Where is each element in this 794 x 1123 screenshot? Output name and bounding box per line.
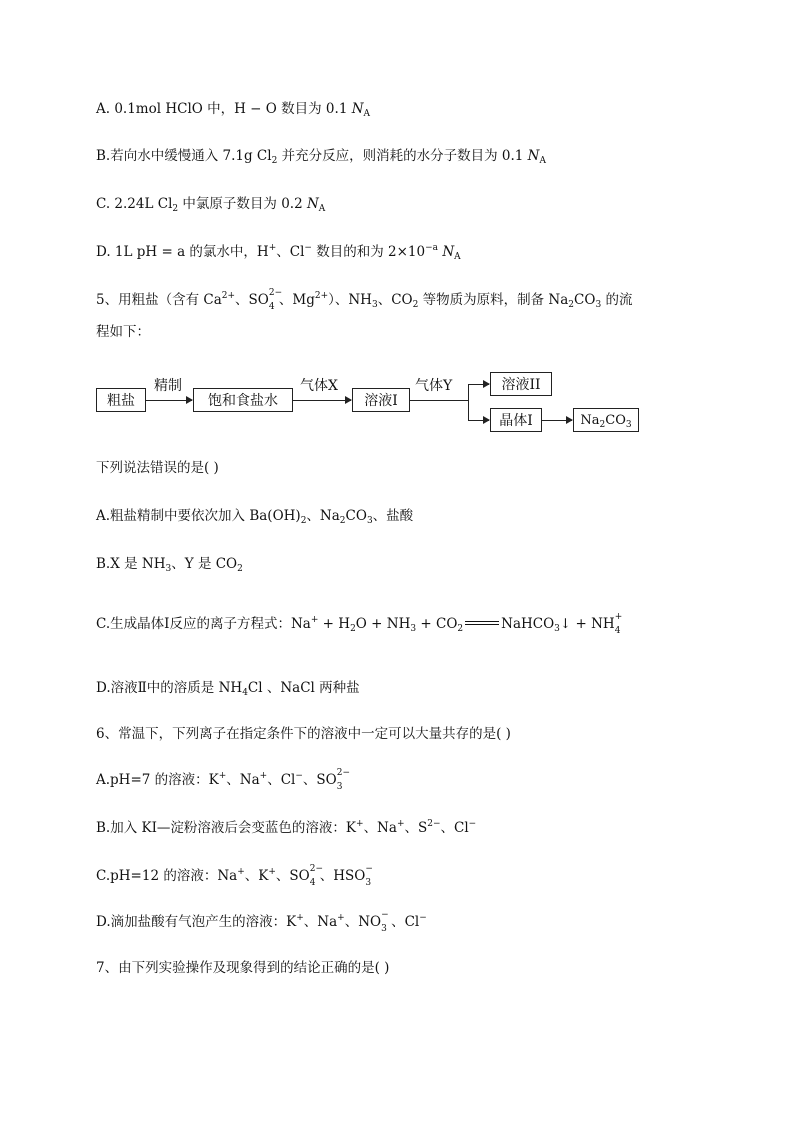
q5-option-b bbox=[96, 554, 243, 574]
q4-option-c bbox=[96, 194, 325, 214]
subscript: 2 bbox=[599, 420, 606, 430]
subscript: 2 bbox=[339, 516, 346, 526]
charge: + bbox=[237, 867, 245, 877]
q6-option-a-text: 、Cl bbox=[267, 772, 296, 788]
flow-label-refine: 精制 bbox=[154, 378, 182, 394]
charge-subscript bbox=[365, 864, 375, 888]
subscript: 4 bbox=[614, 626, 621, 636]
q6-option-c bbox=[96, 866, 375, 886]
avogadro-symbol: N bbox=[527, 148, 540, 164]
subscript: 2 bbox=[568, 300, 575, 310]
charge: 2+ bbox=[221, 291, 236, 301]
q4-option-b-text-2: 并充分反应，则消耗的水分子数目为 0.1 bbox=[277, 148, 528, 164]
formula-text: CO bbox=[605, 413, 626, 428]
flow-box-solution-1: 溶液I bbox=[352, 388, 410, 412]
avogadro-symbol: N bbox=[351, 101, 364, 117]
subscript: 3 bbox=[371, 300, 378, 310]
q4-option-d-text: D. 1L pH = a 的氯水中，H bbox=[96, 244, 269, 260]
q4-option-c-text: C. 2.24L Cl bbox=[96, 196, 173, 212]
flow-box-brine: 饱和食盐水 bbox=[193, 388, 293, 412]
charge-subscript bbox=[381, 910, 391, 934]
q5-stem-text: 等物质为原料，制备 Na bbox=[418, 292, 569, 308]
q4-option-d-text-3: 数目的和为 2×10 bbox=[311, 244, 426, 260]
flow-box-sodium-carbonate bbox=[573, 408, 639, 432]
flow-box-crude-salt: 粗盐 bbox=[96, 388, 146, 412]
avogadro-sub: A bbox=[454, 252, 461, 262]
charge: + bbox=[310, 615, 319, 625]
charge: + bbox=[356, 819, 364, 829]
q5-option-c-text: C.生成晶体Ⅰ反应的离子方程式：Na bbox=[96, 616, 311, 632]
charge: + bbox=[268, 867, 276, 877]
q6-option-d bbox=[96, 912, 427, 932]
q6-option-b bbox=[96, 818, 476, 838]
q5-stem-line1 bbox=[96, 290, 632, 310]
subscript: 4 bbox=[309, 878, 316, 888]
subscript: 2 bbox=[271, 156, 278, 166]
charge: − bbox=[295, 771, 303, 781]
flow-label-gas-x: 气体X bbox=[300, 378, 338, 394]
q5-option-a-text: 、Na bbox=[306, 508, 340, 524]
equation-text: + CO bbox=[416, 616, 458, 632]
flow-branch-line bbox=[468, 384, 469, 420]
equation-text: + H bbox=[318, 616, 351, 632]
charge: 2+ bbox=[314, 291, 329, 301]
flow-line-3 bbox=[410, 400, 468, 401]
q5-option-d-text: Cl 、NaCl 两种盐 bbox=[247, 680, 360, 696]
flow-box-crystal-1: 晶体I bbox=[490, 408, 542, 432]
charge: − bbox=[381, 910, 389, 920]
q5-option-a-text: CO bbox=[345, 508, 367, 524]
charge-subscript bbox=[268, 288, 283, 312]
subscript: 3 bbox=[365, 878, 372, 888]
charge: 2− bbox=[268, 288, 283, 298]
charge: 2− bbox=[427, 819, 441, 829]
q5-stem-line2: 程如下： bbox=[96, 324, 150, 340]
charge: + bbox=[614, 612, 623, 622]
charge: + bbox=[337, 913, 345, 923]
q6-option-d-text: D.滴加盐酸有气泡产生的溶液：K bbox=[96, 914, 297, 930]
charge: − bbox=[468, 819, 477, 829]
subscript: 3 bbox=[410, 624, 417, 634]
q6-option-d-text: 、Cl bbox=[391, 914, 420, 930]
q6-option-a-text: 、Na bbox=[226, 772, 260, 788]
charge: − bbox=[419, 913, 427, 923]
flow-box-solution-2: 溶液II bbox=[490, 372, 552, 396]
charge: − bbox=[365, 864, 373, 874]
charge: + bbox=[259, 771, 268, 781]
q5-option-c bbox=[96, 614, 625, 634]
q4-option-b-text: B.若向水中缓慢通入 7.1g Cl bbox=[96, 148, 272, 164]
q5-option-b-text: B.X 是 NH bbox=[96, 556, 166, 572]
subscript: 3 bbox=[381, 924, 387, 934]
q5-stem-text: 的流 bbox=[601, 292, 633, 308]
q6-option-b-text: 、Na bbox=[363, 820, 397, 836]
avogadro-symbol: N bbox=[442, 244, 455, 260]
q4-option-b bbox=[96, 146, 546, 166]
subscript: 2 bbox=[237, 564, 243, 574]
equals-sign bbox=[465, 619, 499, 627]
avogadro-sub: A bbox=[539, 156, 546, 166]
charge: + bbox=[268, 243, 277, 253]
charge: + bbox=[218, 771, 227, 781]
charge-subscript bbox=[309, 864, 323, 888]
q4-option-a bbox=[96, 99, 370, 119]
flow-arrow-final bbox=[542, 420, 572, 421]
q6-option-a-text: 、SO bbox=[302, 772, 337, 788]
q5-question: 下列说法错误的是( ) bbox=[96, 460, 219, 476]
equation-text: ↓ + NH bbox=[559, 616, 615, 632]
q6-option-d-text: 、Na bbox=[303, 914, 338, 930]
q6-option-a-text: A.pH=7 的溶液：K bbox=[96, 772, 219, 788]
subscript: 3 bbox=[595, 300, 602, 310]
charge: − bbox=[304, 243, 312, 253]
subscript: 3 bbox=[165, 564, 172, 574]
q4-option-d-text-2: 、Cl bbox=[276, 244, 305, 260]
q5-option-a-text: A.粗盐精制中要依次加入 Ba(OH) bbox=[96, 508, 301, 524]
subscript: 4 bbox=[242, 688, 248, 698]
equation-text: O + NH bbox=[355, 616, 411, 632]
q4-option-a-text: A. 0.1mol HClO 中，H − O 数目为 0.1 bbox=[96, 101, 352, 117]
q6-option-a bbox=[96, 768, 351, 792]
avogadro-symbol: N bbox=[306, 196, 319, 212]
q6-stem: 6、常温下，下列离子在指定条件下的溶液中一定可以大量共存的是( ) bbox=[96, 726, 511, 742]
flow-arrow-2 bbox=[293, 400, 351, 401]
q6-option-b-text: B.加入 KI—淀粉溶液后会变蓝色的溶液：K bbox=[96, 820, 357, 836]
equation-text: NaHCO bbox=[501, 616, 555, 632]
avogadro-sub: A bbox=[318, 204, 326, 214]
charge: + bbox=[296, 913, 304, 923]
subscript: 2 bbox=[300, 516, 307, 526]
formula-text: Na bbox=[580, 413, 600, 428]
q4-option-c-text-2: 中氯原子数目为 0.2 bbox=[178, 196, 307, 212]
charge-subscript bbox=[614, 612, 625, 636]
flow-arrow-down bbox=[468, 420, 489, 421]
subscript: 2 bbox=[172, 204, 179, 214]
q5-stem-text: 、Mg bbox=[278, 292, 315, 308]
q5-stem-text: ）、NH bbox=[328, 292, 372, 308]
exponent: −a bbox=[425, 243, 439, 253]
subscript: 2 bbox=[350, 624, 356, 634]
q5-option-d-text: D.溶液Ⅱ中的溶质是 NH bbox=[96, 680, 243, 696]
subscript: 3 bbox=[366, 516, 373, 526]
process-flow-diagram bbox=[96, 372, 656, 436]
subscript: 2 bbox=[412, 300, 419, 310]
flow-arrow-1 bbox=[146, 400, 192, 401]
subscript: 2 bbox=[457, 624, 464, 634]
q6-option-d-text: 、NO bbox=[344, 914, 382, 930]
q5-stem-text: CO bbox=[574, 292, 596, 308]
charge: 2− bbox=[309, 864, 323, 874]
q5-option-b-text: 、Y 是 CO bbox=[171, 556, 238, 572]
charge-subscript bbox=[336, 768, 351, 792]
q4-option-d bbox=[96, 242, 461, 262]
q6-option-c-text: 、SO bbox=[275, 868, 310, 884]
charge: 2− bbox=[336, 768, 351, 778]
subscript: 3 bbox=[554, 624, 560, 634]
flow-arrow-up bbox=[468, 384, 489, 385]
flow-label-gas-y: 气体Y bbox=[415, 378, 453, 394]
q6-option-c-text: 、K bbox=[244, 868, 269, 884]
subscript: 3 bbox=[336, 782, 343, 792]
subscript: 3 bbox=[625, 420, 632, 430]
q6-option-b-text: 、S bbox=[404, 820, 428, 836]
q5-stem-text: 、CO bbox=[377, 292, 413, 308]
q6-option-b-text: 、Cl bbox=[440, 820, 469, 836]
q5-option-a bbox=[96, 506, 413, 526]
q5-stem-text: 5、用粗盐（含有 Ca bbox=[96, 292, 222, 308]
q5-option-a-text: 、盐酸 bbox=[372, 508, 414, 524]
charge: + bbox=[396, 819, 405, 829]
q5-stem-text: 、SO bbox=[235, 292, 269, 308]
q6-option-c-text: 、HSO bbox=[319, 868, 366, 884]
q6-option-c-text: C.pH=12 的溶液：Na bbox=[96, 868, 238, 884]
q7-stem: 7、由下列实验操作及现象得到的结论正确的是( ) bbox=[96, 960, 390, 976]
avogadro-sub: A bbox=[363, 109, 371, 119]
q5-option-d bbox=[96, 678, 360, 698]
subscript: 4 bbox=[268, 302, 275, 312]
